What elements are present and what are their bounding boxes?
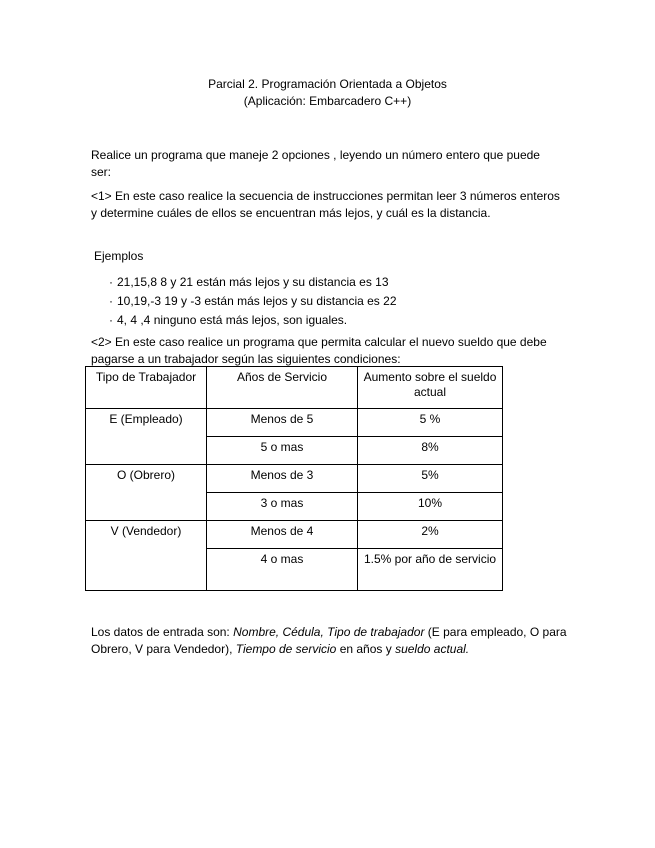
outro-mid-1: (E para empleado, O para Obrero, V para Vendedor), bbox=[91, 625, 567, 656]
years-cell: Menos de 3 bbox=[207, 465, 358, 493]
outro-time: Tiempo de servicio bbox=[235, 642, 337, 656]
worker-type-cell: O (Obrero) bbox=[86, 465, 207, 521]
list-item: · 4, 4 ,4 ninguno está más lejos, son iguales. bbox=[109, 311, 397, 330]
list-item: · 10,19,-3 19 y -3 están más lejos y su distancia es 22 bbox=[109, 292, 397, 311]
years-cell: 4 o mas bbox=[207, 549, 358, 591]
years-cell: Menos de 4 bbox=[207, 521, 358, 549]
document-subtitle: (Aplicación: Embarcadero C++) bbox=[243, 94, 412, 108]
outro-mid-2: en años y bbox=[336, 642, 396, 656]
table-row bbox=[86, 409, 503, 437]
outro-prefix: Los datos de entrada son: bbox=[91, 625, 234, 639]
outro-fields: Nombre, Cédula, Tipo de trabajador bbox=[233, 625, 425, 639]
option-1-paragraph: <1> En este caso realice la secuencia de instrucciones permitan leer 3 números enteros y determine cuáles de ellos se encuentran más lejos, y cuál es la distancia. bbox=[91, 189, 560, 220]
raise-cell: 8% bbox=[358, 437, 503, 465]
table-header-row bbox=[86, 367, 503, 409]
conditions-table bbox=[85, 366, 503, 591]
outro-salary: sueldo actual. bbox=[395, 642, 470, 656]
document-title: Parcial 2. Programación Orientada a Objetos bbox=[208, 77, 447, 91]
years-cell: Menos de 5 bbox=[207, 409, 358, 437]
years-cell: 5 o mas bbox=[207, 437, 358, 465]
intro-paragraph: Realice un programa que maneje 2 opciones , leyendo un número entero que puede ser: bbox=[91, 148, 540, 179]
worker-type-cell: V (Vendedor) bbox=[86, 521, 207, 591]
raise-cell: 1.5% por año de servicio bbox=[358, 549, 503, 591]
header-cell-raise: Aumento sobre el sueldo actual bbox=[358, 367, 503, 409]
header-cell-type: Tipo de Trabajador bbox=[86, 367, 207, 409]
table-row bbox=[86, 465, 503, 493]
examples-label: Ejemplos bbox=[94, 249, 144, 263]
raise-cell: 10% bbox=[358, 493, 503, 521]
table-row bbox=[86, 521, 503, 549]
years-cell: 3 o mas bbox=[207, 493, 358, 521]
option-2-paragraph: <2> En este caso realice un programa que permita calcular el nuevo sueldo que debe pagarse a un trabajador según las siguientes condiciones: bbox=[91, 335, 547, 366]
examples-list bbox=[109, 273, 397, 330]
raise-cell: 5 % bbox=[358, 409, 503, 437]
raise-cell: 2% bbox=[358, 521, 503, 549]
header-cell-years: Años de Servicio bbox=[207, 367, 358, 409]
worker-type-cell: E (Empleado) bbox=[86, 409, 207, 465]
input-data-paragraph bbox=[91, 624, 571, 658]
list-item: · 21,15,8 8 y 21 están más lejos y su distancia es 13 bbox=[109, 273, 397, 292]
raise-cell: 5% bbox=[358, 465, 503, 493]
